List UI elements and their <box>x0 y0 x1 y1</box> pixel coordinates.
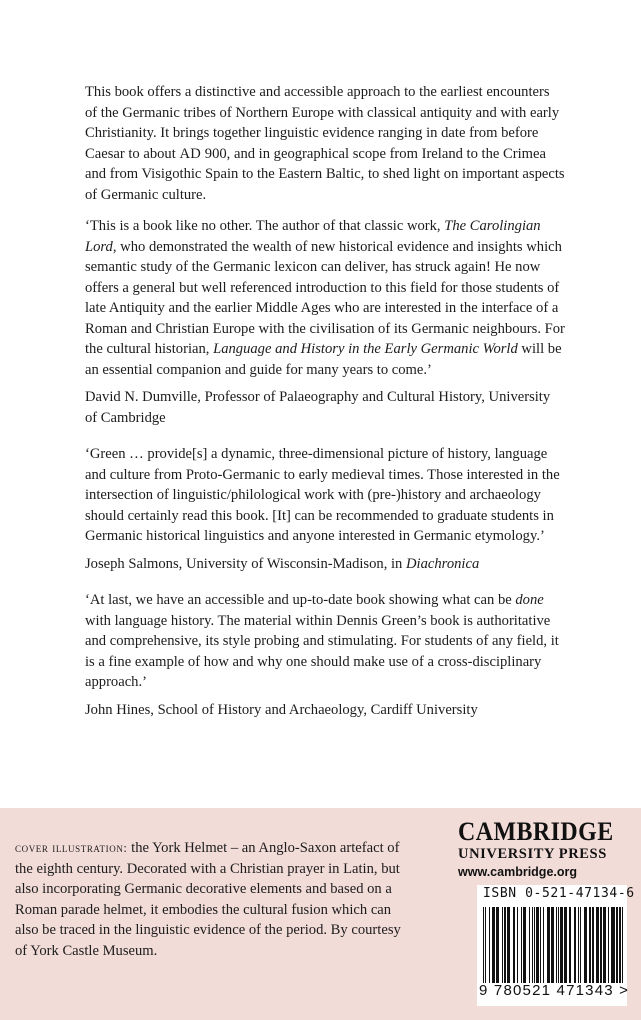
emphasis-italic: done <box>515 592 544 608</box>
review-attribution: David N. Dumville, Professor of Palaeography and Cultural History, University of Cambridge <box>85 389 551 426</box>
barcode-bar <box>622 907 623 983</box>
review-attribution: Joseph Salmons, University of Wisconsin-Madison, in Diachronica <box>85 555 480 572</box>
book-title-italic: The Carolingian Lord <box>85 218 541 255</box>
isbn-label: ISBN 0-521-47134-6 <box>483 886 635 901</box>
publisher-name: CAMBRIDGE <box>458 817 614 846</box>
review-quote: ‘Green … provide[s] a dynamic, three-dimensional picture of history, language and culture from Proto-Germanic to early medieval times. Those interested in the intersection of linguistic/philological work with (pre-)history and archaeology should certainly read this book. [It] can be recommended to graduate students in Germanic historical linguistics and anyone interested in Germanic etymology.’ <box>85 446 560 544</box>
era-abbrev: AD <box>179 145 202 162</box>
publisher-url: www.cambridge.org <box>458 865 578 879</box>
cover-bottom-band <box>0 808 641 1020</box>
ean-number: 9 780521 471343 > <box>479 982 630 999</box>
review-quote: ‘At last, we have an accessible and up-to-date book showing what can be done with language history. The material within Dennis Green’s book is authoritative and comprehensive, its style probing and stimulating. For students of any field, it is a fine example of how and why one should make use of a cross-disciplinary approach.’ <box>85 592 559 690</box>
journal-title-italic: Diachronica <box>406 555 480 572</box>
cover-illustration-label: cover illustration: <box>15 841 128 855</box>
cover-illustration-caption: cover illustration: the York Helmet – an Anglo-Saxon artefact of the eighth century. Decorated with a Christian prayer in Latin, but also incorporating Germanic decorative elements and based on a Roman parade helmet, it embodies the cultural fusion which can also be traced in the linguistic evidence of the period. By courtesy of York Castle Museum. <box>15 840 401 959</box>
blurb-text-block <box>85 82 565 736</box>
book-description: This book offers a distinctive and accessible approach to the earliest encounters of the Germanic tribes of Northern Europe with classical antiquity and with early Christianity. It brings together linguistic evidence ranging in date from before Caesar to about AD 900, and in geographical scope from Ireland to the Crimea and from Visigothic Spain to the Eastern Baltic, to shed light on important aspects of Germanic culture. <box>85 84 565 203</box>
publisher-logo <box>458 818 638 881</box>
publisher-press: UNIVERSITY PRESS <box>458 846 607 862</box>
barcode-bars <box>483 907 623 983</box>
review-attribution: John Hines, School of History and Archaeology, Cardiff University <box>85 701 478 718</box>
review-quote: ‘This is a book like no other. The author of that classic work, The Carolingian Lord, who demonstrated the wealth of new historical evidence and insights which semantic study of the Germanic lexicon can deliver, has struck again! He now offers a general but well referenced introduction to this field for those students of late Antiquity and the earlier Middle Ages who are interested in the interface of a Roman and Christian Europe with the civilisation of its Germanic neighbours. For the cultural historian, Language and History in the Early Germanic World will be an essential companion and guide for many years to come.’ <box>85 218 565 378</box>
book-title-italic: Language and History in the Early Germanic World <box>213 341 518 357</box>
barcode-box <box>477 885 635 1006</box>
